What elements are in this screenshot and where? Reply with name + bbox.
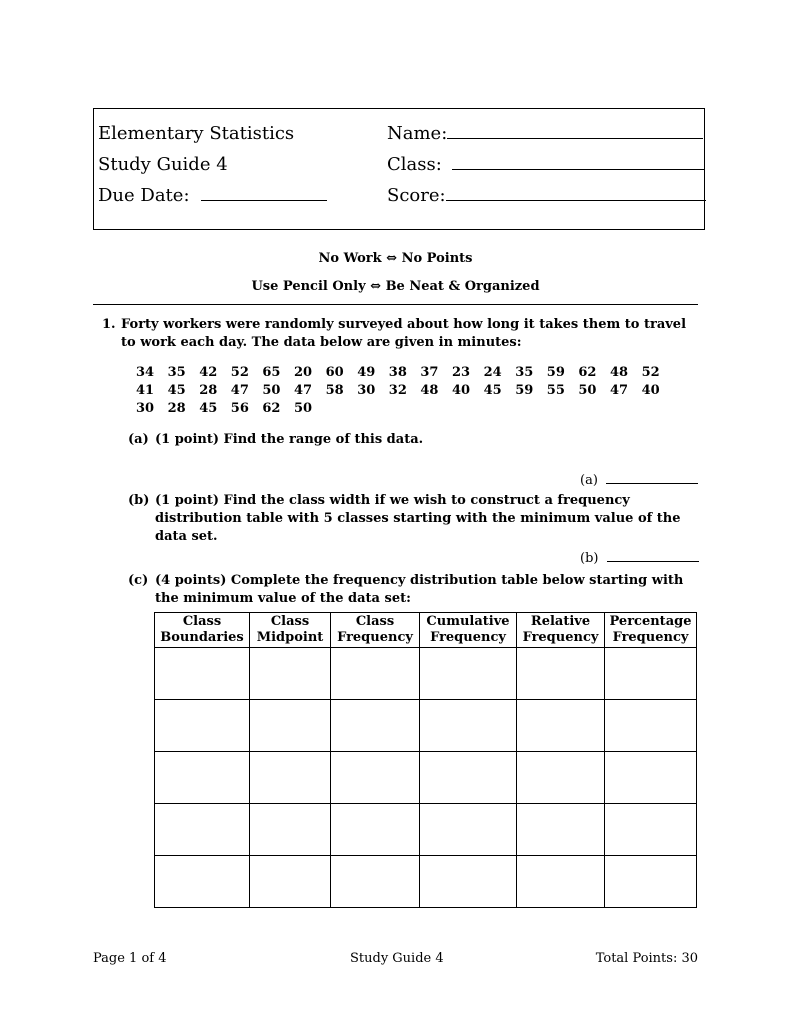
table-cell[interactable] [155,752,250,804]
col-cumulative-frequency: Cumulative Frequency [420,613,517,648]
table-cell[interactable] [331,752,420,804]
data-value: 45 [199,401,218,416]
col-relative-frequency: Relative Frequency [517,613,605,648]
data-value: 52 [230,365,249,380]
part-c-label: (c) [128,573,149,588]
data-value: 47 [294,383,313,398]
data-value: 65 [262,365,281,380]
data-value: 45 [167,383,186,398]
data-value: 37 [420,365,439,380]
due-date-blank[interactable] [201,200,327,201]
data-value: 40 [452,383,471,398]
table-row [155,804,697,856]
data-value: 24 [483,365,502,380]
table-cell[interactable] [517,648,605,700]
score-blank[interactable] [446,200,706,201]
table-cell[interactable] [605,700,697,752]
data-value: 28 [167,401,186,416]
due-date-field[interactable] [98,185,327,206]
rule-no-work: No Work ⇔ No Points [318,251,473,266]
table-cell[interactable] [250,752,331,804]
data-value: 45 [483,383,502,398]
data-value: 52 [641,365,660,380]
table-cell[interactable] [250,804,331,856]
table-cell[interactable] [420,752,517,804]
table-cell[interactable] [331,648,420,700]
data-value: 58 [325,383,344,398]
table-row [155,700,697,752]
question-number: 1. [102,317,116,332]
data-value: 60 [325,365,344,380]
data-value: 56 [230,401,249,416]
name-blank[interactable] [447,138,703,139]
data-value: 35 [167,365,186,380]
data-value: 47 [230,383,249,398]
answer-a-blank[interactable] [606,483,698,484]
divider [93,304,698,305]
class-blank[interactable] [452,169,704,170]
class-field[interactable] [387,154,704,175]
data-value: 47 [610,383,629,398]
data-value: 35 [515,365,534,380]
data-value: 50 [294,401,313,416]
table-header-row [155,613,697,648]
data-value: 48 [610,365,629,380]
course-title: Elementary Statistics [98,123,295,144]
data-value: 59 [515,383,534,398]
data-value: 49 [357,365,376,380]
data-value: 30 [136,401,155,416]
table-cell[interactable] [517,856,605,908]
table-cell[interactable] [605,648,697,700]
data-value: 32 [388,383,407,398]
footer-title: Study Guide 4 [350,951,444,966]
table-cell[interactable] [420,700,517,752]
table-cell[interactable] [517,804,605,856]
table-cell[interactable] [420,804,517,856]
part-b-text: (1 point) Find the class width if we wish to construct a frequency distribution table with 5 classes starting with the minimum value of the data set. [155,493,681,544]
part-c-text: (4 points) Complete the frequency distribution table below starting with the minimum value of the data set: [155,573,684,606]
data-value: 50 [578,383,597,398]
data-value: 38 [388,365,407,380]
table-cell[interactable] [605,804,697,856]
data-value: 42 [199,365,218,380]
part-a-text: (1 point) Find the range of this data. [155,432,424,447]
col-class-boundaries: Class Boundaries [155,613,250,648]
header-box [93,108,705,230]
table-cell[interactable] [331,804,420,856]
answer-a-label: (a) [580,473,598,488]
score-field[interactable] [387,185,706,206]
table-cell[interactable] [331,856,420,908]
table-cell[interactable] [605,752,697,804]
question-text: Forty workers were randomly surveyed about how long it takes them to travel to work each day. The data below are given in minutes: [121,317,687,350]
col-class-midpoint: Class Midpoint [250,613,331,648]
data-value: 30 [357,383,376,398]
name-label: Name: [387,123,448,144]
frequency-table [154,612,697,908]
table-row [155,648,697,700]
col-percentage-frequency: Percentage Frequency [605,613,697,648]
data-value: 55 [546,383,565,398]
data-value: 62 [262,401,281,416]
table-cell[interactable] [250,648,331,700]
table-cell[interactable] [155,700,250,752]
data-value: 28 [199,383,218,398]
table-cell[interactable] [250,856,331,908]
data-value: 34 [136,365,155,380]
table-cell[interactable] [517,700,605,752]
table-cell[interactable] [331,700,420,752]
table-row [155,752,697,804]
data-value: 59 [546,365,565,380]
data-value: 20 [294,365,313,380]
due-date-label: Due Date: [98,185,190,206]
answer-a[interactable] [580,473,698,488]
table-cell[interactable] [420,856,517,908]
answer-b-blank[interactable] [607,561,699,562]
answer-b[interactable] [580,551,699,566]
table-cell[interactable] [155,856,250,908]
part-b-label: (b) [128,493,150,508]
data-value: 41 [136,383,155,398]
table-cell[interactable] [250,700,331,752]
class-label: Class: [387,154,442,175]
score-label: Score: [387,185,446,206]
footer-total: Total Points: 30 [595,951,698,966]
table-cell[interactable] [155,648,250,700]
guide-title: Study Guide 4 [98,154,228,175]
col-class-frequency: Class Frequency [331,613,420,648]
data-value: 40 [641,383,660,398]
footer-page: Page 1 of 4 [93,951,167,966]
data-value: 50 [262,383,281,398]
part-a-label: (a) [128,432,149,447]
table-cell[interactable] [420,648,517,700]
name-field[interactable] [387,123,703,144]
data-value: 23 [452,365,471,380]
table-cell[interactable] [155,804,250,856]
table-cell[interactable] [517,752,605,804]
data-value: 48 [420,383,439,398]
table-row [155,856,697,908]
rule-pencil: Use Pencil Only ⇔ Be Neat & Organized [251,279,540,294]
answer-b-label: (b) [580,551,599,566]
table-cell[interactable] [605,856,697,908]
data-value: 62 [578,365,597,380]
